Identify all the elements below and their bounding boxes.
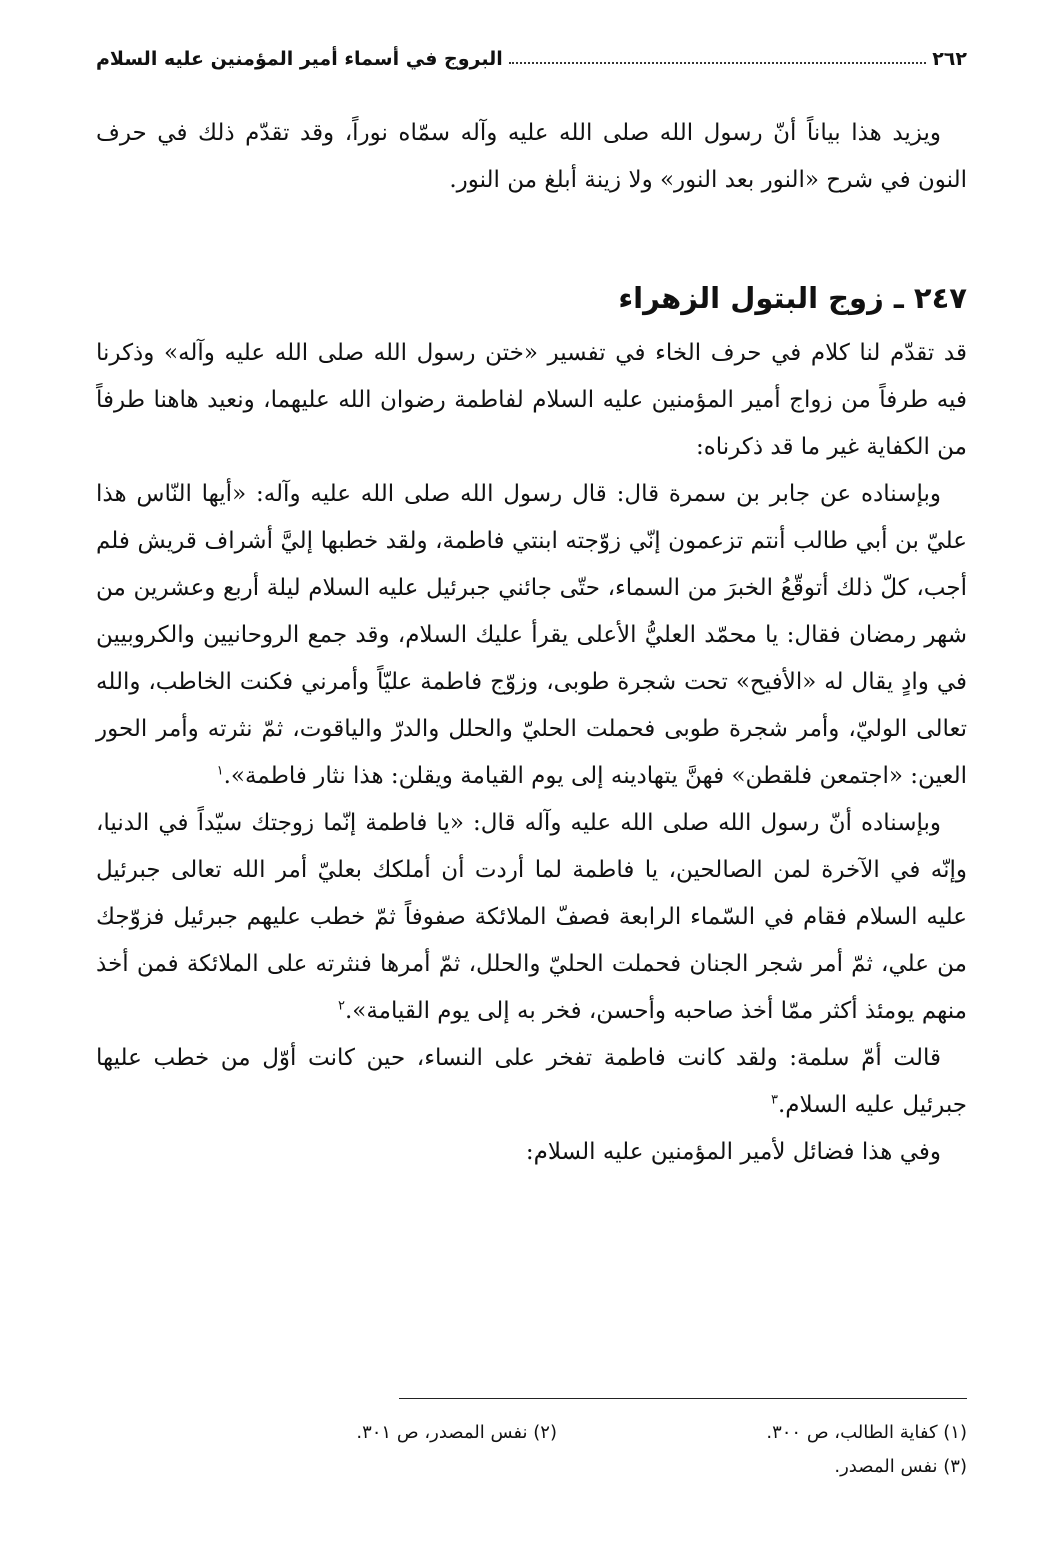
paragraph-hadith-1 (96, 471, 967, 800)
intro-block (96, 110, 967, 204)
footnote-ref[interactable]: ٢ (337, 998, 345, 1014)
paragraph-intro (96, 330, 967, 471)
footnote-row (96, 1450, 967, 1484)
footnote-2: (٢) نفس المصدر، ص ٣٠١. (356, 1422, 557, 1443)
footnote-3: (٣) نفس المصدر. (834, 1456, 967, 1477)
footnote-1: (١) كفاية الطالب، ص ٣٠٠. (766, 1422, 967, 1443)
intro-paragraph: ويزيد هذا بياناً أنّ رسول الله صلى الله عليه وآله سمّاه نوراً، وقد تقدّم ذلك في حرف النون في شرح «النور بعد النور» ولا زينة أبلغ من النور. (96, 120, 967, 193)
paragraph-text: قد تقدّم لنا كلام في حرف الخاء في تفسير «ختن رسول الله صلى الله عليه وآله» وذكرنا فيه طرفاً من زواج أمير المؤمنين عليه السلام لفاطمة رضوان الله عليهما، ونعيد هاهنا طرفاً من الكفاية غير ما قد ذكرناه: (96, 340, 967, 460)
paragraph-umm-salama (96, 1035, 967, 1129)
footnotes (96, 1416, 967, 1484)
footnote-separator (399, 1398, 967, 1399)
paragraph-text: وفي هذا فضائل لأمير المؤمنين عليه السلام: (525, 1139, 941, 1165)
paragraph-text: وبإسناده أنّ رسول الله صلى الله عليه وآله قال: «يا فاطمة إنّما زوجتك سيّداً في الدنيا، وإنّه في الآخرة لمن الصالحين، يا فاطمة لما أردت أن أملكك بعليّ أمر الله تعالى جبرئيل عليه السلام فقام في السّماء الرابعة فصفّ الملائكة صفوفاً ثمّ خطب عليهم جبرئيل فزوّجك من علي، ثمّ أمر شجر الجنان فحملت الحليّ والحلل، ثمّ أمرها فنثرته على الملائكة فمن أخذ منهم يومئذ أكثر ممّا أخذ صاحبه وأحسن، فخر به إلى يوم القيامة». (96, 810, 967, 1024)
paragraph-hadith-2 (96, 800, 967, 1035)
paragraph-text: وبإسناده عن جابر بن سمرة قال: قال رسول الله صلى الله عليه وآله: «أيها النّاس هذا عليّ بن أبي طالب أنتم تزعمون إنّي زوّجته ابنتي فاطمة، ولقد خطبها إليَّ أشراف قريش فلم أجب، كلّ ذلك أتوقّعُ الخبرَ من السماء، حتّى جائني جبرئيل عليه السلام ليلة أربع وعشرين من شهر رمضان فقال: يا محمّد العليُّ الأعلى يقرأ عليك السلام، وقد جمع الروحانيين والكروبيين في وادٍ يقال له «الأفيح» تحت شجرة طوبى، وزوّج فاطمة عليّاً وأمرني فكنت الخاطب، والله تعالى الوليّ، وأمر شجرة طوبى فحملت الحليّ والحلل والدرّ والياقوت، ثمّ نثرته وأمر الحور العين: «اجتمعن فلقطن» فهنَّ يتهادينه إلى يوم القيامة ويقلن: هذا نثار فاطمة». (96, 481, 967, 789)
paragraph-text: قالت أمّ سلمة: ولقد كانت فاطمة تفخر على النساء، حين كانت أوّل من خطب عليها جبرئيل عليه السلام. (96, 1045, 967, 1118)
footnote-row (96, 1416, 967, 1450)
running-header (96, 36, 967, 70)
running-title: البروج في أسماء أمير المؤمنين عليه السلام (96, 48, 503, 70)
page-number: ٢٦٢ (932, 48, 967, 70)
paragraph-closing (96, 1129, 967, 1176)
footnote-ref[interactable]: ١ (216, 763, 224, 779)
section-heading: ٢٤٧ ـ زوج البتول الزهراء (618, 281, 967, 315)
section-body (96, 330, 967, 1176)
header-leader-dots (509, 62, 926, 64)
footnote-ref[interactable]: ٣ (770, 1092, 778, 1108)
